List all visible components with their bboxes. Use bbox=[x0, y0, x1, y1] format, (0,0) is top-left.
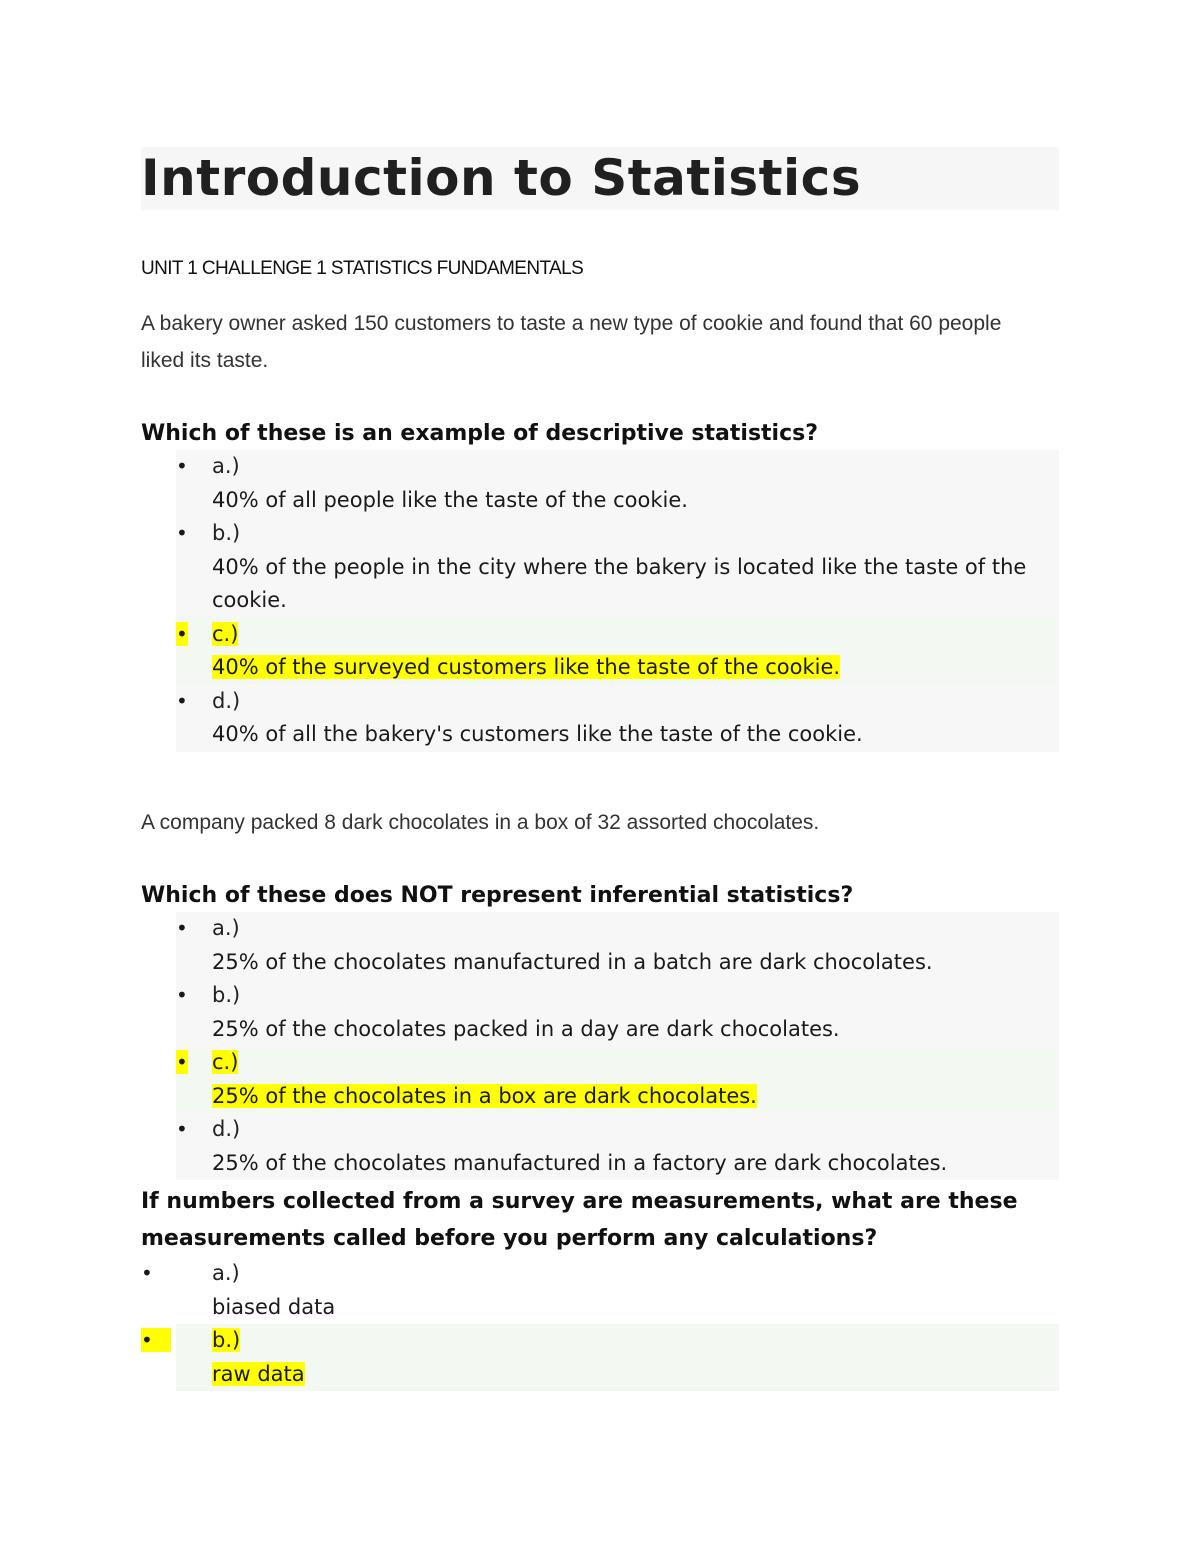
q1-option-b[interactable] bbox=[176, 517, 1059, 618]
bullet-icon: • bbox=[141, 1324, 155, 1358]
option-letter: c.) bbox=[212, 621, 239, 646]
bullet-icon: • bbox=[176, 1050, 188, 1074]
option-letter: c.) bbox=[212, 1050, 239, 1074]
q3-options bbox=[141, 1257, 1059, 1391]
option-text: 40% of all the bakery's customers like the taste of the cookie. bbox=[212, 722, 863, 746]
option-text: 25% of the chocolates packed in a day are dark chocolates. bbox=[212, 1016, 840, 1041]
option-text: raw data bbox=[212, 1361, 305, 1386]
option-letter: d.) bbox=[212, 688, 241, 713]
option-letter: d.) bbox=[212, 1117, 241, 1141]
q1-option-a[interactable] bbox=[176, 450, 1059, 517]
unit-heading: UNIT 1 CHALLENGE 1 STATISTICS FUNDAMENTALS bbox=[141, 258, 584, 279]
option-text: 40% of the people in the city where the bakery is located like the taste of the cookie. bbox=[212, 554, 1027, 612]
q3-question: If numbers collected from a survey are measurements, what are these measurements called before you perform any calculations? bbox=[141, 1189, 1018, 1251]
option-text: 25% of the chocolates manufactured in a factory are dark chocolates. bbox=[212, 1150, 948, 1175]
q2-option-d[interactable] bbox=[176, 1113, 1059, 1180]
option-text: 40% of all people like the taste of the cookie. bbox=[212, 487, 688, 512]
q2-prompt: A company packed 8 dark chocolates in a box of 32 assorted chocolates. bbox=[141, 811, 820, 834]
q2-options bbox=[176, 912, 1059, 1180]
option-letter: a.) bbox=[212, 1261, 240, 1285]
option-letter: a.) bbox=[212, 916, 240, 940]
q3-option-a[interactable] bbox=[141, 1257, 1059, 1324]
option-text: biased data bbox=[212, 1294, 336, 1319]
q1-prompt: A bakery owner asked 150 customers to taste a new type of cookie and found that 60 people liked its taste. bbox=[141, 312, 1002, 372]
page-title: Introduction to Statistics bbox=[141, 147, 1059, 210]
q2-question: Which of these does NOT represent inferential statistics? bbox=[141, 883, 854, 908]
option-letter: b.) bbox=[212, 1328, 241, 1352]
option-text: 25% of the chocolates in a box are dark chocolates. bbox=[212, 1083, 757, 1108]
q2-option-a[interactable] bbox=[176, 912, 1059, 979]
option-letter: b.) bbox=[212, 983, 241, 1007]
q1-options bbox=[176, 450, 1059, 752]
q3-option-b[interactable] bbox=[141, 1324, 1059, 1391]
bullet-icon: • bbox=[176, 621, 188, 646]
option-letter: a.) bbox=[212, 454, 240, 478]
bullet-icon: • bbox=[176, 521, 188, 545]
q1-option-c[interactable] bbox=[176, 618, 1059, 685]
option-text: 40% of the surveyed customers like the taste of the cookie. bbox=[212, 655, 841, 679]
bullet-icon: • bbox=[141, 1261, 153, 1285]
option-letter: b.) bbox=[212, 521, 241, 545]
bullet-icon: • bbox=[176, 1117, 188, 1141]
bullet-icon: • bbox=[176, 454, 188, 478]
q2-option-b[interactable] bbox=[176, 979, 1059, 1046]
q2-option-c[interactable] bbox=[176, 1046, 1059, 1113]
bullet-icon: • bbox=[176, 916, 188, 940]
q1-question: Which of these is an example of descriptive statistics? bbox=[141, 421, 818, 446]
bullet-icon: • bbox=[176, 688, 188, 713]
option-text: 25% of the chocolates manufactured in a batch are dark chocolates. bbox=[212, 949, 933, 974]
bullet-icon: • bbox=[176, 983, 188, 1007]
q1-option-d[interactable] bbox=[176, 685, 1059, 752]
